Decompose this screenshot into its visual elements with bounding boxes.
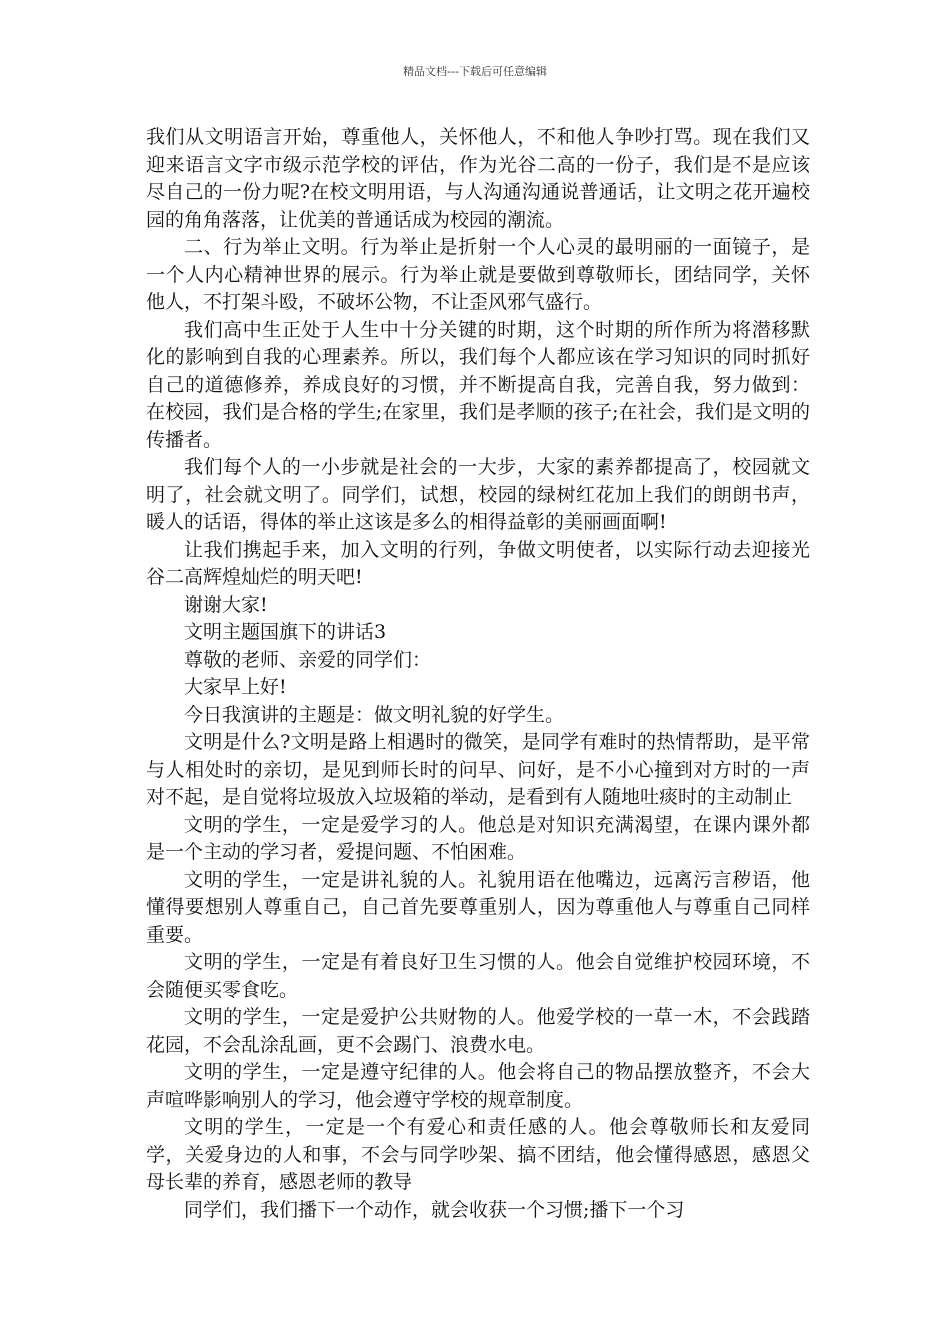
paragraph: 文明的学生，一定是爱学习的人。他总是对知识充满渴望，在课内课外都是一个主动的学习者，爱提问题、不怕困难。 (146, 813, 810, 863)
paragraph: 我们从文明语言开始，尊重他人，关怀他人，不和他人争吵打骂。现在我们又迎来语言文字市级示范学校的评估，作为光谷二高的一份子，我们是不是应该尽自己的一份力呢?在校文明用语，与人沟通沟通说普通话，让文明之花开遍校园的角角落落，让优美的普通话成为校园的潮流。 (146, 126, 810, 231)
page-header: 精品文档---下载后可任意编辑 (403, 65, 547, 78)
paragraph: 我们高中生正处于人生中十分关键的时期，这个时期的所作所为将潜移默化的影响到自我的心理素养。所以，我们每个人都应该在学习知识的同时抓好自己的道德修养，养成良好的习惯，并不断提高自我，完善自我，努力做到：在校园，我们是合格的学生;在家里，我们是孝顺的孩子;在社会，我们是文明的传播者。 (146, 318, 810, 451)
paragraph: 我们每个人的一小步就是社会的一大步，大家的素养都提高了，校园就文明了，社会就文明了。同学们，试想，校园的绿树红花加上我们的朗朗书声，暖人的话语，得体的举止这该是多么的相得益彰的美丽画面啊! (146, 456, 810, 533)
section-title: 文明主题国旗下的讲话3 (184, 621, 387, 643)
paragraph: 文明是什么?文明是路上相遇时的微笑，是同学有难时的热情帮助，是平常与人相处时的亲切，是见到师长时的问早、问好，是不小心撞到对方时的一声对不起，是自觉将垃圾放入垃圾箱的举动，是看到有人随地吐痰时的主动制止 (146, 731, 810, 808)
paragraph: 文明的学生，一定是遵守纪律的人。他会将自己的物品摆放整齐，不会大声喧哗影响别人的学习，他会遵守学校的规章制度。 (146, 1061, 810, 1111)
paragraph: 同学们，我们播下一个动作，就会收获一个习惯;播下一个习 (184, 1198, 685, 1221)
paragraph: 谢谢大家! (184, 593, 268, 616)
salutation: 尊敬的老师、亲爱的同学们： (184, 648, 432, 671)
paragraph: 文明的学生，一定是爱护公共财物的人。他爱学校的一草一木，不会践踏花园，不会乱涂乱画，更不会踢门、浪费水电。 (146, 1006, 810, 1056)
paragraph: 今日我演讲的主题是：做文明礼貌的好学生。 (184, 703, 565, 726)
paragraph: 二、行为举止文明。行为举止是折射一个人心灵的最明丽的一面镜子，是一个人内心精神世界的展示。行为举止就是要做到尊敬师长，团结同学，关怀他人，不打架斗殴，不破坏公物，不让歪风邪气盛行。 (146, 236, 810, 313)
paragraph: 文明的学生，一定是一个有爱心和责任感的人。他会尊敬师长和友爱同学，关爱身边的人和事，不会与同学吵架、搞不团结，他会懂得感恩，感恩父母长辈的养育，感恩老师的教导 (146, 1116, 810, 1193)
paragraph: 文明的学生，一定是有着良好卫生习惯的人。他会自觉维护校园环境，不会随便买零食吃。 (146, 951, 810, 1001)
paragraph: 文明的学生，一定是讲礼貌的人。礼貌用语在他嘴边，远离污言秽语，他懂得要想别人尊重自己，自己首先要尊重别人，因为尊重他人与尊重自己同样重要。 (146, 868, 810, 946)
paragraph: 让我们携起手来，加入文明的行列，争做文明使者，以实际行动去迎接光谷二高辉煌灿烂的明天吧! (146, 538, 810, 588)
greeting: 大家早上好! (184, 676, 287, 698)
document-body (146, 124, 810, 1224)
